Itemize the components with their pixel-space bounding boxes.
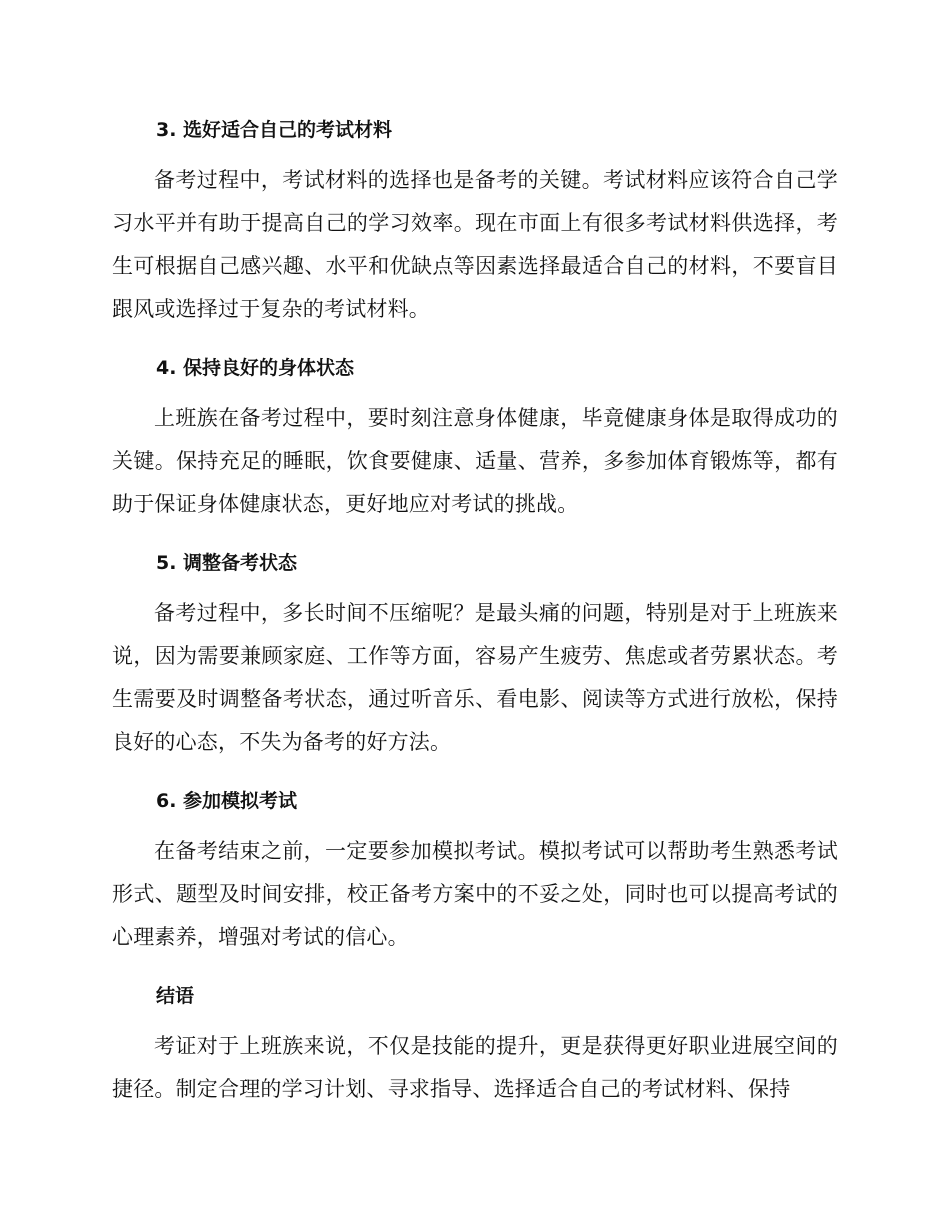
- section-heading: 6. 参加模拟考试: [156, 790, 298, 812]
- section-paragraph: 备考过程中，多长时间不压缩呢？是最头痛的问题，特别是对于上班族来说，因为需要兼顾家庭、工作等方面，容易产生疲劳、焦虑或者劳累状态。考生需要及时调整备考状态，通过听音乐、看电影、阅读等方式进行放松，保持良好的心态，不失为备考的好方法。: [112, 601, 838, 754]
- section-paragraph: 备考过程中，考试材料的选择也是备考的关键。考试材料应该符合自己学习水平并有助于提高自己的学习效率。现在市面上有很多考试材料供选择，考生可根据自己感兴趣、水平和优缺点等因素选择最适合自己的材料，不要盲目跟风或选择过于复杂的考试材料。: [112, 168, 838, 321]
- section-mock-exam: [112, 786, 838, 959]
- section-paragraph: 考证对于上班族来说，不仅是技能的提升，更是获得更好职业进展空间的捷径。制定合理的学习计划、寻求指导、选择适合自己的考试材料、保持: [112, 1034, 838, 1101]
- section-heading: 3. 选好适合自己的考试材料: [156, 119, 393, 141]
- section-heading: 4. 保持良好的身体状态: [156, 357, 355, 379]
- section-heading: 结语: [156, 985, 195, 1007]
- section-physical-health: [112, 353, 838, 526]
- section-adjust-state: [112, 548, 838, 764]
- section-paragraph: 上班族在备考过程中，要时刻注意身体健康，毕竟健康身体是取得成功的关键。保持充足的睡眠，饮食要健康、适量、营养，多参加体育锻炼等，都有助于保证身体健康状态，更好地应对考试的挑战。: [112, 406, 838, 516]
- section-heading: 5. 调整备考状态: [156, 552, 298, 574]
- section-paragraph: 在备考结束之前，一定要参加模拟考试。模拟考试可以帮助考生熟悉考试形式、题型及时间安排，校正备考方案中的不妥之处，同时也可以提高考试的心理素养，增强对考试的信心。: [112, 839, 838, 949]
- section-exam-materials: [112, 115, 838, 331]
- section-conclusion: [112, 981, 838, 1111]
